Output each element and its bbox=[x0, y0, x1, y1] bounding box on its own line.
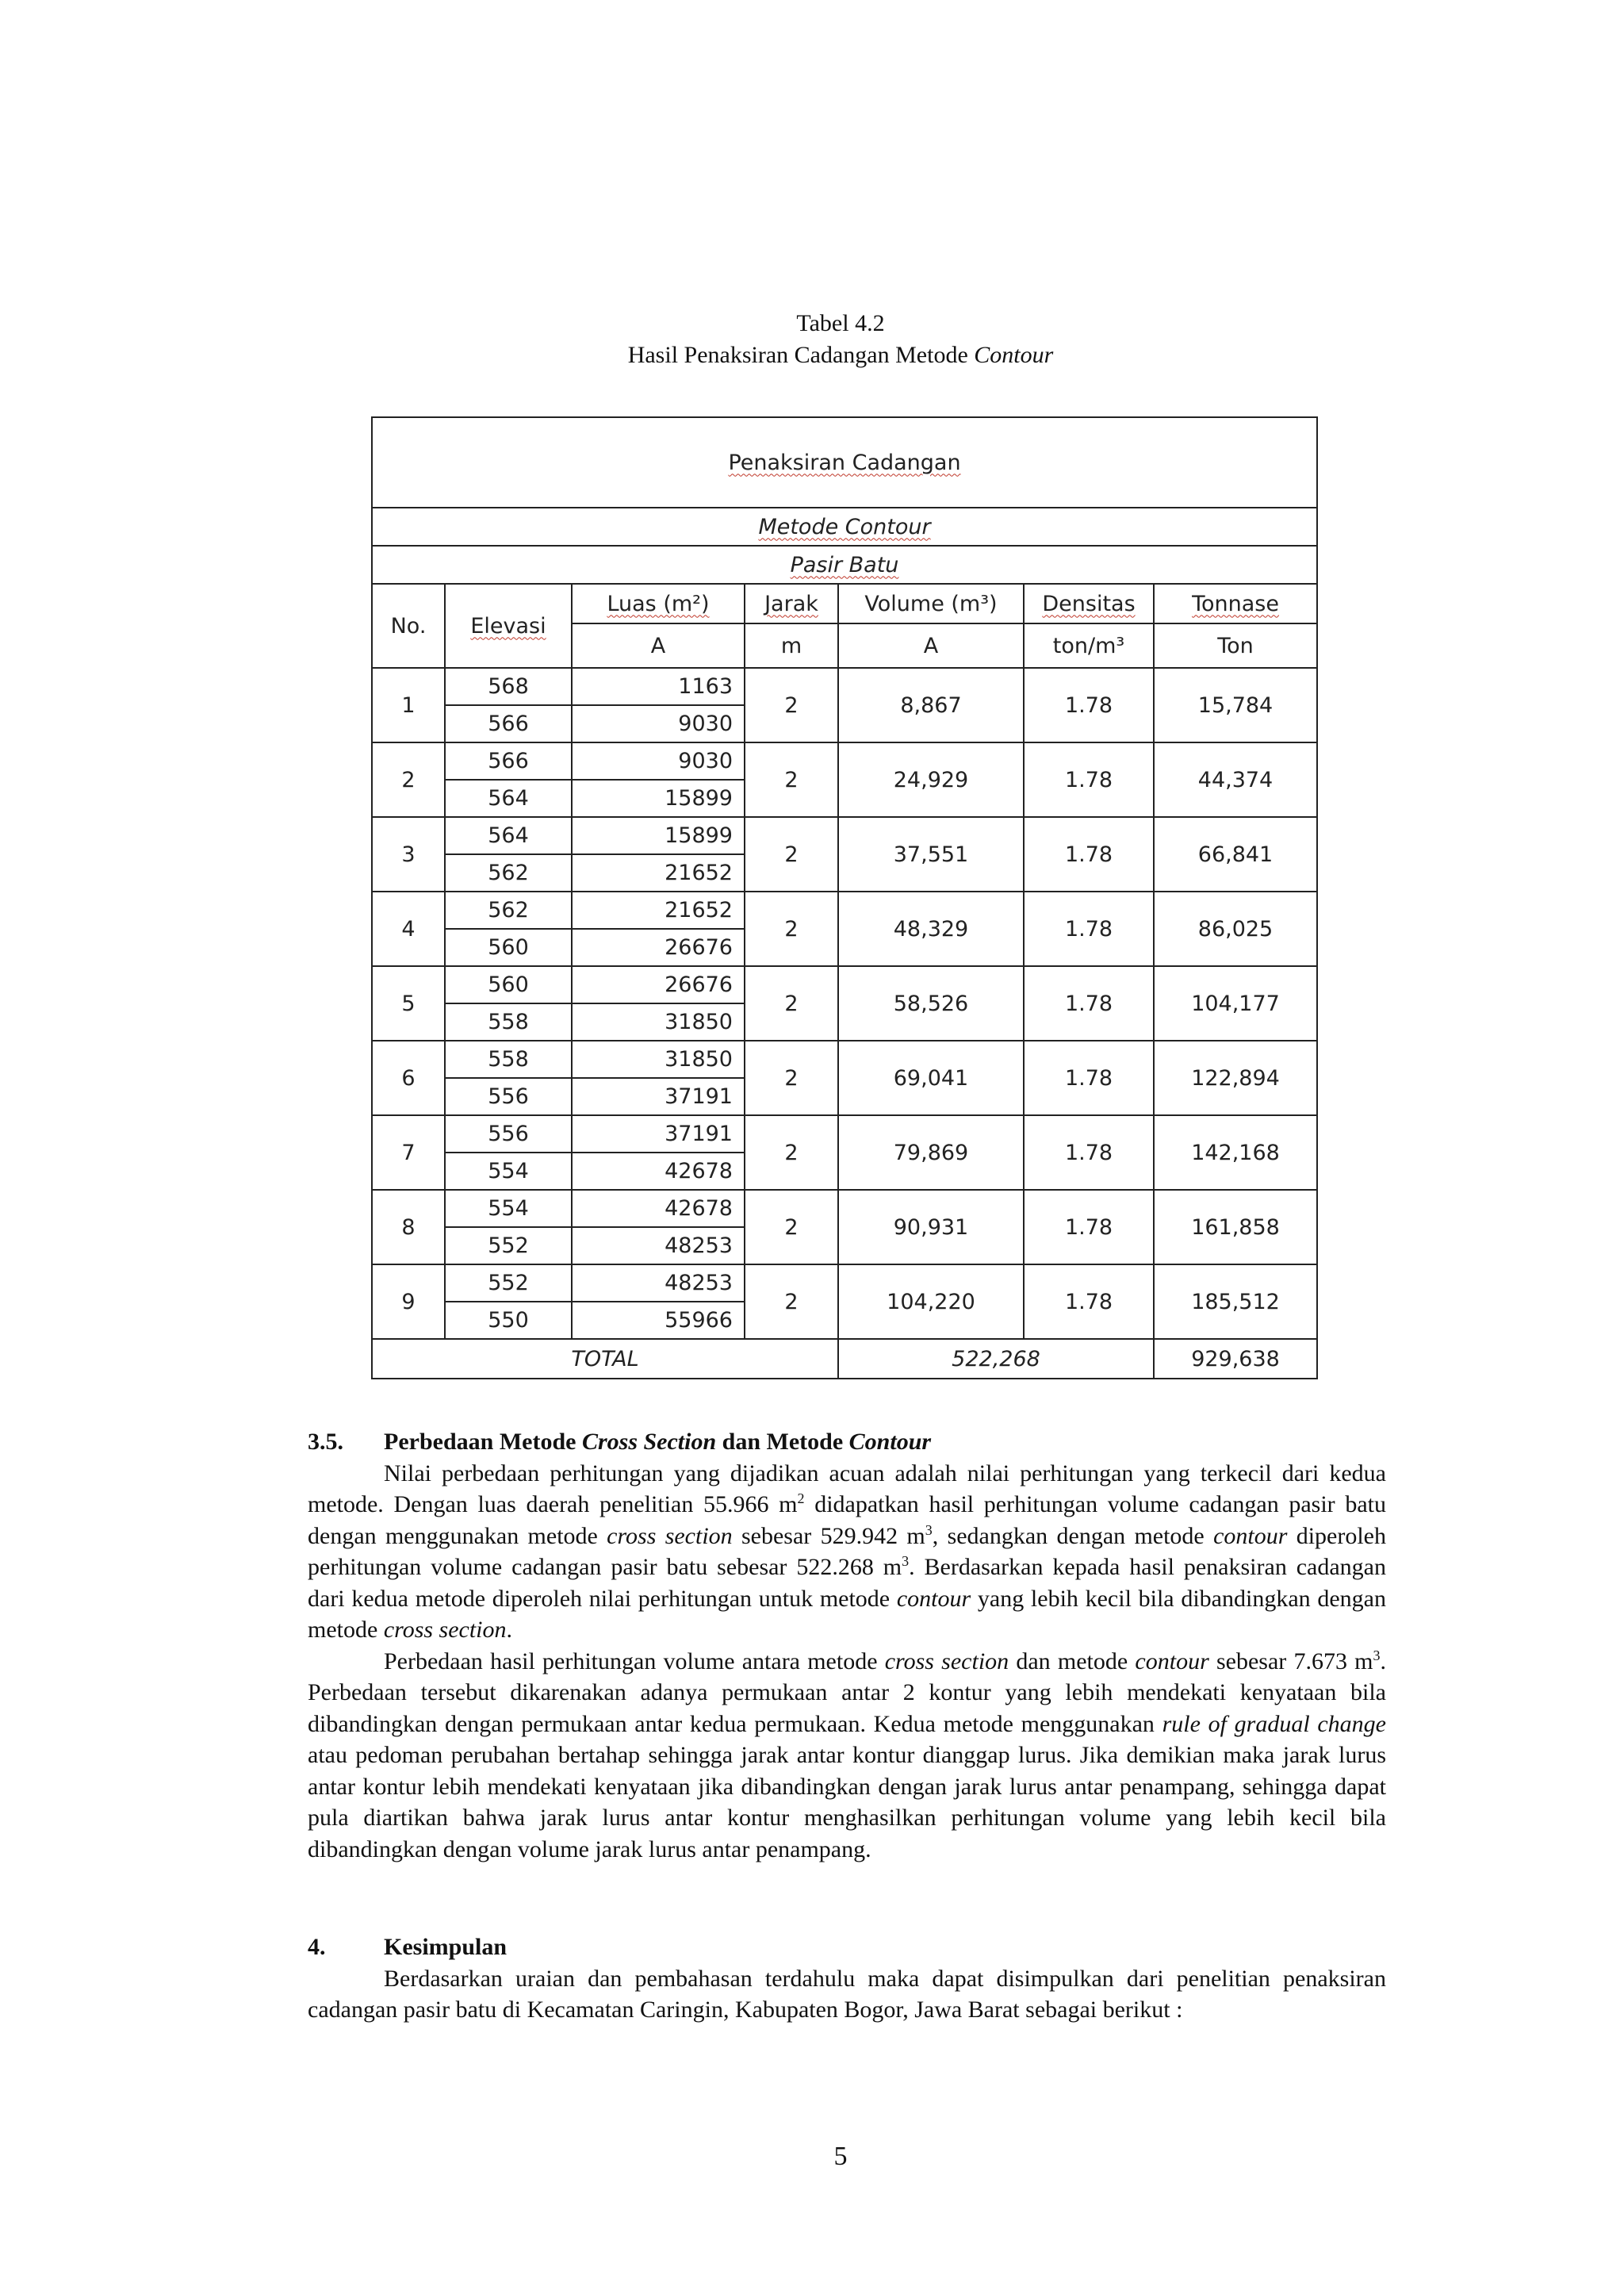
cell-tonnase: 44,374 bbox=[1154, 742, 1317, 817]
table-row bbox=[372, 817, 1317, 854]
cell-elevasi-bottom: 550 bbox=[445, 1302, 572, 1339]
cell-luas-top: 26676 bbox=[572, 966, 745, 1003]
cell-jarak: 2 bbox=[745, 668, 838, 742]
cell-jarak: 2 bbox=[745, 1115, 838, 1190]
cell-no: 5 bbox=[372, 966, 445, 1041]
cell-volume: 104,220 bbox=[838, 1264, 1024, 1339]
cell-densitas: 1.78 bbox=[1024, 966, 1154, 1041]
cell-densitas: 1.78 bbox=[1024, 1041, 1154, 1115]
cell-luas-bottom: 15899 bbox=[572, 780, 745, 817]
header-tonnase: Tonnase bbox=[1154, 584, 1317, 623]
cell-elevasi-bottom: 562 bbox=[445, 854, 572, 892]
header-volume: Volume (m³) bbox=[838, 584, 1024, 623]
cell-volume: 37,551 bbox=[838, 817, 1024, 892]
cell-elevasi-bottom: 554 bbox=[445, 1153, 572, 1190]
cell-tonnase: 15,784 bbox=[1154, 668, 1317, 742]
total-label: TOTAL bbox=[372, 1339, 838, 1379]
cell-no: 1 bbox=[372, 668, 445, 742]
cell-elevasi-bottom: 566 bbox=[445, 705, 572, 742]
unit-tonnase: Ton bbox=[1154, 623, 1317, 668]
unit-densitas: ton/m³ bbox=[1024, 623, 1154, 668]
cell-tonnase: 185,512 bbox=[1154, 1264, 1317, 1339]
table-row bbox=[372, 1115, 1317, 1153]
page-number: 5 bbox=[833, 2142, 848, 2171]
section-3-5 bbox=[308, 1426, 1386, 1865]
cell-luas-bottom: 48253 bbox=[572, 1227, 745, 1264]
cell-densitas: 1.78 bbox=[1024, 1115, 1154, 1190]
cell-luas-top: 21652 bbox=[572, 892, 745, 929]
section-4 bbox=[308, 1931, 1386, 2026]
header-elevasi: Elevasi bbox=[445, 584, 572, 668]
cell-luas-top: 1163 bbox=[572, 668, 745, 705]
table-row bbox=[372, 1264, 1317, 1302]
cell-no: 4 bbox=[372, 892, 445, 966]
section-3-5-paragraph-1: Nilai perbedaan perhitungan yang dijadikan acuan adalah nilai perhitungan yang terkecil dari kedua metode. Dengan luas daerah penelitian 55.966 $m^2$ didapatkan hasil perhitungan volume cadangan pasir batu dengan menggunakan metode cross section sebesar 529.942 $m^3$, sedangkan dengan metode contour diperoleh perhitungan volume cadangan pasir batu sebesar 522.268 $m^3$. Berdasarkan kepada hasil penaksiran cadangan dari kedua metode diperoleh nilai perhitungan untuk metode contour yang lebih kecil bila dibandingkan dengan metode cross section. bbox=[308, 1460, 1387, 1643]
cell-elevasi-top: 558 bbox=[445, 1041, 572, 1078]
cell-densitas: 1.78 bbox=[1024, 817, 1154, 892]
cell-volume: 69,041 bbox=[838, 1041, 1024, 1115]
cell-jarak: 2 bbox=[745, 817, 838, 892]
table-title: Penaksiran Cadangan bbox=[372, 417, 1317, 508]
table-caption-title: Hasil Penaksiran Cadangan Metode Contour bbox=[627, 342, 1054, 368]
cell-no: 2 bbox=[372, 742, 445, 817]
cell-tonnase: 104,177 bbox=[1154, 966, 1317, 1041]
cell-luas-bottom: 37191 bbox=[572, 1078, 745, 1115]
cell-elevasi-bottom: 552 bbox=[445, 1227, 572, 1264]
cell-elevasi-top: 552 bbox=[445, 1264, 572, 1302]
cell-elevasi-top: 562 bbox=[445, 892, 572, 929]
cell-volume: 8,867 bbox=[838, 668, 1024, 742]
cell-luas-bottom: 9030 bbox=[572, 705, 745, 742]
unit-jarak: m bbox=[745, 623, 838, 668]
section-3-5-paragraph-2: Perbedaan hasil perhitungan volume antara metode cross section dan metode contour sebesar 7.673 $m^3$. Perbedaan tersebut dikarenakan adanya permukaan antar 2 kontur yang lebih mendekati kenyataan bila dibandingkan dengan permukaan antar kedua permukaan. Kedua metode menggunakan rule of gradual change atau pedoman perubahan bertahap sehingga jarak antar kontur dianggap lurus. Jika demikian maka jarak lurus antar kontur lebih mendekati kenyataan jika dibandingkan dengan jarak lurus antar penampang, sehingga dapat pula diartikan bahwa jarak lurus antar kontur menghasilkan perhitungan volume yang lebih kecil bila dibandingkan dengan volume jarak lurus antar penampang. bbox=[308, 1647, 1387, 1862]
cell-luas-top: 48253 bbox=[572, 1264, 745, 1302]
cell-luas-top: 31850 bbox=[572, 1041, 745, 1078]
cell-no: 3 bbox=[372, 817, 445, 892]
cell-tonnase: 86,025 bbox=[1154, 892, 1317, 966]
section-3-5-heading: 3.5. Perbedaan Metode Cross Section dan Metode Contour bbox=[308, 1429, 932, 1455]
cell-luas-bottom: 21652 bbox=[572, 854, 745, 892]
section-4-heading: 4. Kesimpulan bbox=[308, 1934, 508, 1960]
table-row bbox=[372, 742, 1317, 780]
table-body bbox=[372, 668, 1317, 1339]
header-jarak: Jarak bbox=[745, 584, 838, 623]
cell-no: 6 bbox=[372, 1041, 445, 1115]
cell-luas-bottom: 31850 bbox=[572, 1003, 745, 1041]
table-caption-number: Tabel 4.2 bbox=[796, 310, 885, 336]
cell-densitas: 1.78 bbox=[1024, 1264, 1154, 1339]
cell-densitas: 1.78 bbox=[1024, 668, 1154, 742]
cell-volume: 24,929 bbox=[838, 742, 1024, 817]
table-row bbox=[372, 966, 1317, 1003]
cell-elevasi-top: 564 bbox=[445, 817, 572, 854]
table-row bbox=[372, 1190, 1317, 1227]
cell-jarak: 2 bbox=[745, 742, 838, 817]
cell-jarak: 2 bbox=[745, 1041, 838, 1115]
cell-tonnase: 66,841 bbox=[1154, 817, 1317, 892]
cell-jarak: 2 bbox=[745, 966, 838, 1041]
cell-luas-bottom: 55966 bbox=[572, 1302, 745, 1339]
cell-luas-bottom: 42678 bbox=[572, 1153, 745, 1190]
table-row bbox=[372, 668, 1317, 705]
cell-densitas: 1.78 bbox=[1024, 892, 1154, 966]
cell-densitas: 1.78 bbox=[1024, 742, 1154, 817]
table-subtitle: Metode Contour bbox=[372, 508, 1317, 546]
cell-elevasi-top: 554 bbox=[445, 1190, 572, 1227]
cell-volume: 58,526 bbox=[838, 966, 1024, 1041]
cell-luas-top: 37191 bbox=[572, 1115, 745, 1153]
total-tonnase: 929,638 bbox=[1154, 1339, 1317, 1379]
cell-jarak: 2 bbox=[745, 892, 838, 966]
cell-elevasi-top: 566 bbox=[445, 742, 572, 780]
cell-luas-top: 15899 bbox=[572, 817, 745, 854]
cell-tonnase: 161,858 bbox=[1154, 1190, 1317, 1264]
header-densitas: Densitas bbox=[1024, 584, 1154, 623]
cell-tonnase: 142,168 bbox=[1154, 1115, 1317, 1190]
cell-elevasi-bottom: 558 bbox=[445, 1003, 572, 1041]
table-row bbox=[372, 892, 1317, 929]
cell-luas-top: 9030 bbox=[572, 742, 745, 780]
cell-jarak: 2 bbox=[745, 1190, 838, 1264]
cell-jarak: 2 bbox=[745, 1264, 838, 1339]
table-material: Pasir Batu bbox=[372, 546, 1317, 584]
cell-elevasi-top: 568 bbox=[445, 668, 572, 705]
cell-elevasi-bottom: 560 bbox=[445, 929, 572, 966]
unit-luas: A bbox=[572, 623, 745, 668]
header-no: No. bbox=[372, 584, 445, 668]
unit-volume: A bbox=[838, 623, 1024, 668]
cell-volume: 79,869 bbox=[838, 1115, 1024, 1190]
section-4-paragraph-1: Berdasarkan uraian dan pembahasan terdahulu maka dapat disimpulkan dari penelitian penaksiran cadangan pasir batu di Kecamatan Caringin, Kabupaten Bogor, Jawa Barat sebagai berikut : bbox=[308, 1965, 1386, 2023]
cell-luas-bottom: 26676 bbox=[572, 929, 745, 966]
cell-densitas: 1.78 bbox=[1024, 1190, 1154, 1264]
cell-luas-top: 42678 bbox=[572, 1190, 745, 1227]
table-row bbox=[372, 1041, 1317, 1078]
cell-no: 7 bbox=[372, 1115, 445, 1190]
header-luas: Luas (m²) bbox=[572, 584, 745, 623]
cell-elevasi-top: 556 bbox=[445, 1115, 572, 1153]
cell-elevasi-bottom: 564 bbox=[445, 780, 572, 817]
cell-elevasi-bottom: 556 bbox=[445, 1078, 572, 1115]
total-volume: 522,268 bbox=[838, 1339, 1154, 1379]
cell-no: 8 bbox=[372, 1190, 445, 1264]
cell-elevasi-top: 560 bbox=[445, 966, 572, 1003]
cell-no: 9 bbox=[372, 1264, 445, 1339]
reserve-table bbox=[371, 416, 1318, 1379]
cell-tonnase: 122,894 bbox=[1154, 1041, 1317, 1115]
cell-volume: 90,931 bbox=[838, 1190, 1024, 1264]
cell-volume: 48,329 bbox=[838, 892, 1024, 966]
